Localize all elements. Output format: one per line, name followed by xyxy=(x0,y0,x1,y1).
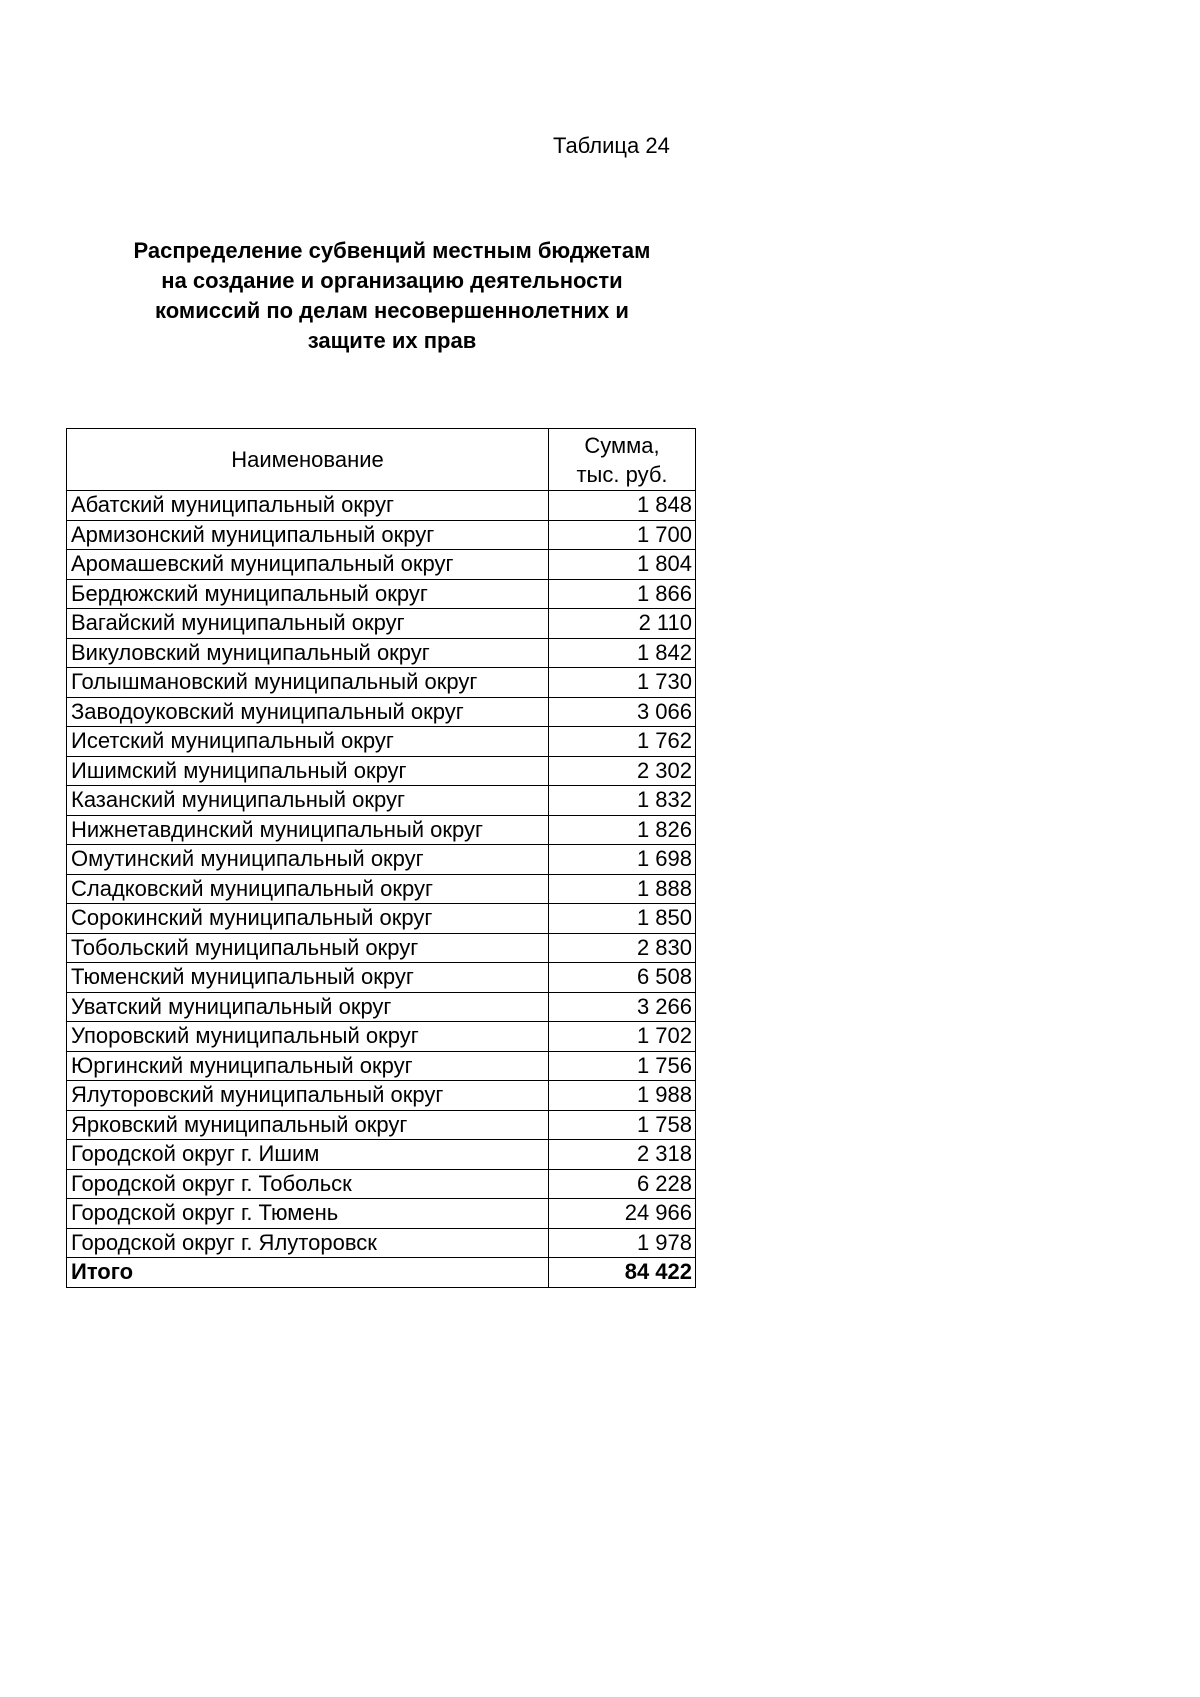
row-name-cell: Ялуторовский муниципальный округ xyxy=(67,1081,549,1111)
table-row xyxy=(67,1228,696,1258)
table-row xyxy=(67,697,696,727)
row-sum-cell: 1 700 xyxy=(549,520,696,550)
row-sum-cell: 1 842 xyxy=(549,638,696,668)
document-title xyxy=(67,236,717,356)
title-line: Распределение субвенций местным бюджетам xyxy=(133,238,651,263)
row-sum-cell: 6 508 xyxy=(549,963,696,993)
table-row xyxy=(67,1081,696,1111)
total-label-cell: Итого xyxy=(67,1258,549,1288)
table-row xyxy=(67,579,696,609)
table-row xyxy=(67,491,696,521)
subventions-table xyxy=(66,428,696,1288)
row-name-cell: Вагайский муниципальный округ xyxy=(67,609,549,639)
table-row xyxy=(67,1199,696,1229)
table-row xyxy=(67,638,696,668)
table-row xyxy=(67,786,696,816)
row-name-cell: Армизонский муниципальный округ xyxy=(67,520,549,550)
row-name-cell: Абатский муниципальный округ xyxy=(67,491,549,521)
table-body xyxy=(67,491,696,1288)
header-row xyxy=(67,429,696,491)
table-row xyxy=(67,815,696,845)
row-sum-cell: 1 758 xyxy=(549,1110,696,1140)
row-sum-cell: 1 826 xyxy=(549,815,696,845)
row-name-cell: Казанский муниципальный округ xyxy=(67,786,549,816)
table-header xyxy=(67,429,696,491)
row-sum-cell: 1 988 xyxy=(549,1081,696,1111)
row-sum-cell: 2 110 xyxy=(549,609,696,639)
total-sum-cell: 84 422 xyxy=(549,1258,696,1288)
title-line: защите их прав xyxy=(307,328,477,353)
table-row xyxy=(67,550,696,580)
row-sum-cell: 1 762 xyxy=(549,727,696,757)
row-sum-cell: 1 804 xyxy=(549,550,696,580)
table-row xyxy=(67,756,696,786)
table-row xyxy=(67,520,696,550)
table-row xyxy=(67,845,696,875)
row-sum-cell: 1 848 xyxy=(549,491,696,521)
table-row xyxy=(67,727,696,757)
table-row xyxy=(67,668,696,698)
row-name-cell: Сорокинский муниципальный округ xyxy=(67,904,549,934)
row-sum-cell: 1 756 xyxy=(549,1051,696,1081)
table-row xyxy=(67,992,696,1022)
row-sum-cell: 1 730 xyxy=(549,668,696,698)
row-name-cell: Исетский муниципальный округ xyxy=(67,727,549,757)
table-number: Таблица 24 xyxy=(553,133,670,158)
row-name-cell: Голышмановский муниципальный округ xyxy=(67,668,549,698)
row-name-cell: Ярковский муниципальный округ xyxy=(67,1110,549,1140)
column-header-name: Наименование xyxy=(67,429,549,491)
row-name-cell: Уватский муниципальный округ xyxy=(67,992,549,1022)
column-header-sum-line: Сумма, xyxy=(584,432,660,458)
table-row xyxy=(67,1110,696,1140)
row-sum-cell: 2 302 xyxy=(549,756,696,786)
row-name-cell: Городской округ г. Ялуторовск xyxy=(67,1228,549,1258)
row-sum-cell: 3 066 xyxy=(549,697,696,727)
table-row xyxy=(67,933,696,963)
row-sum-cell: 1 888 xyxy=(549,874,696,904)
row-name-cell: Омутинский муниципальный округ xyxy=(67,845,549,875)
title-line: на создание и организацию деятельности xyxy=(161,268,623,293)
table-row xyxy=(67,609,696,639)
row-sum-cell: 1 978 xyxy=(549,1228,696,1258)
row-sum-cell: 6 228 xyxy=(549,1169,696,1199)
row-sum-cell: 2 318 xyxy=(549,1140,696,1170)
row-sum-cell: 3 266 xyxy=(549,992,696,1022)
row-sum-cell: 1 832 xyxy=(549,786,696,816)
row-name-cell: Тобольский муниципальный округ xyxy=(67,933,549,963)
row-name-cell: Аромашевский муниципальный округ xyxy=(67,550,549,580)
row-name-cell: Городской округ г. Тобольск xyxy=(67,1169,549,1199)
table-row xyxy=(67,1022,696,1052)
row-name-cell: Викуловский муниципальный округ xyxy=(67,638,549,668)
row-name-cell: Упоровский муниципальный округ xyxy=(67,1022,549,1052)
row-sum-cell: 1 866 xyxy=(549,579,696,609)
table-row xyxy=(67,904,696,934)
column-header-sum-line: тыс. руб. xyxy=(576,461,668,487)
column-header-sum xyxy=(549,429,696,491)
table-row xyxy=(67,1169,696,1199)
row-name-cell: Городской округ г. Тюмень xyxy=(67,1199,549,1229)
table-row xyxy=(67,1140,696,1170)
table-row xyxy=(67,963,696,993)
row-name-cell: Юргинский муниципальный округ xyxy=(67,1051,549,1081)
total-row xyxy=(67,1258,696,1288)
row-name-cell: Городской округ г. Ишим xyxy=(67,1140,549,1170)
row-sum-cell: 1 702 xyxy=(549,1022,696,1052)
row-name-cell: Сладковский муниципальный округ xyxy=(67,874,549,904)
row-name-cell: Бердюжский муниципальный округ xyxy=(67,579,549,609)
row-sum-cell: 24 966 xyxy=(549,1199,696,1229)
row-name-cell: Тюменский муниципальный округ xyxy=(67,963,549,993)
title-line: комиссий по делам несовершеннолетних и xyxy=(155,298,629,323)
row-sum-cell: 1 698 xyxy=(549,845,696,875)
table-row xyxy=(67,874,696,904)
row-sum-cell: 1 850 xyxy=(549,904,696,934)
row-name-cell: Нижнетавдинский муниципальный округ xyxy=(67,815,549,845)
table-row xyxy=(67,1051,696,1081)
row-sum-cell: 2 830 xyxy=(549,933,696,963)
row-name-cell: Ишимский муниципальный округ xyxy=(67,756,549,786)
row-name-cell: Заводоуковский муниципальный округ xyxy=(67,697,549,727)
